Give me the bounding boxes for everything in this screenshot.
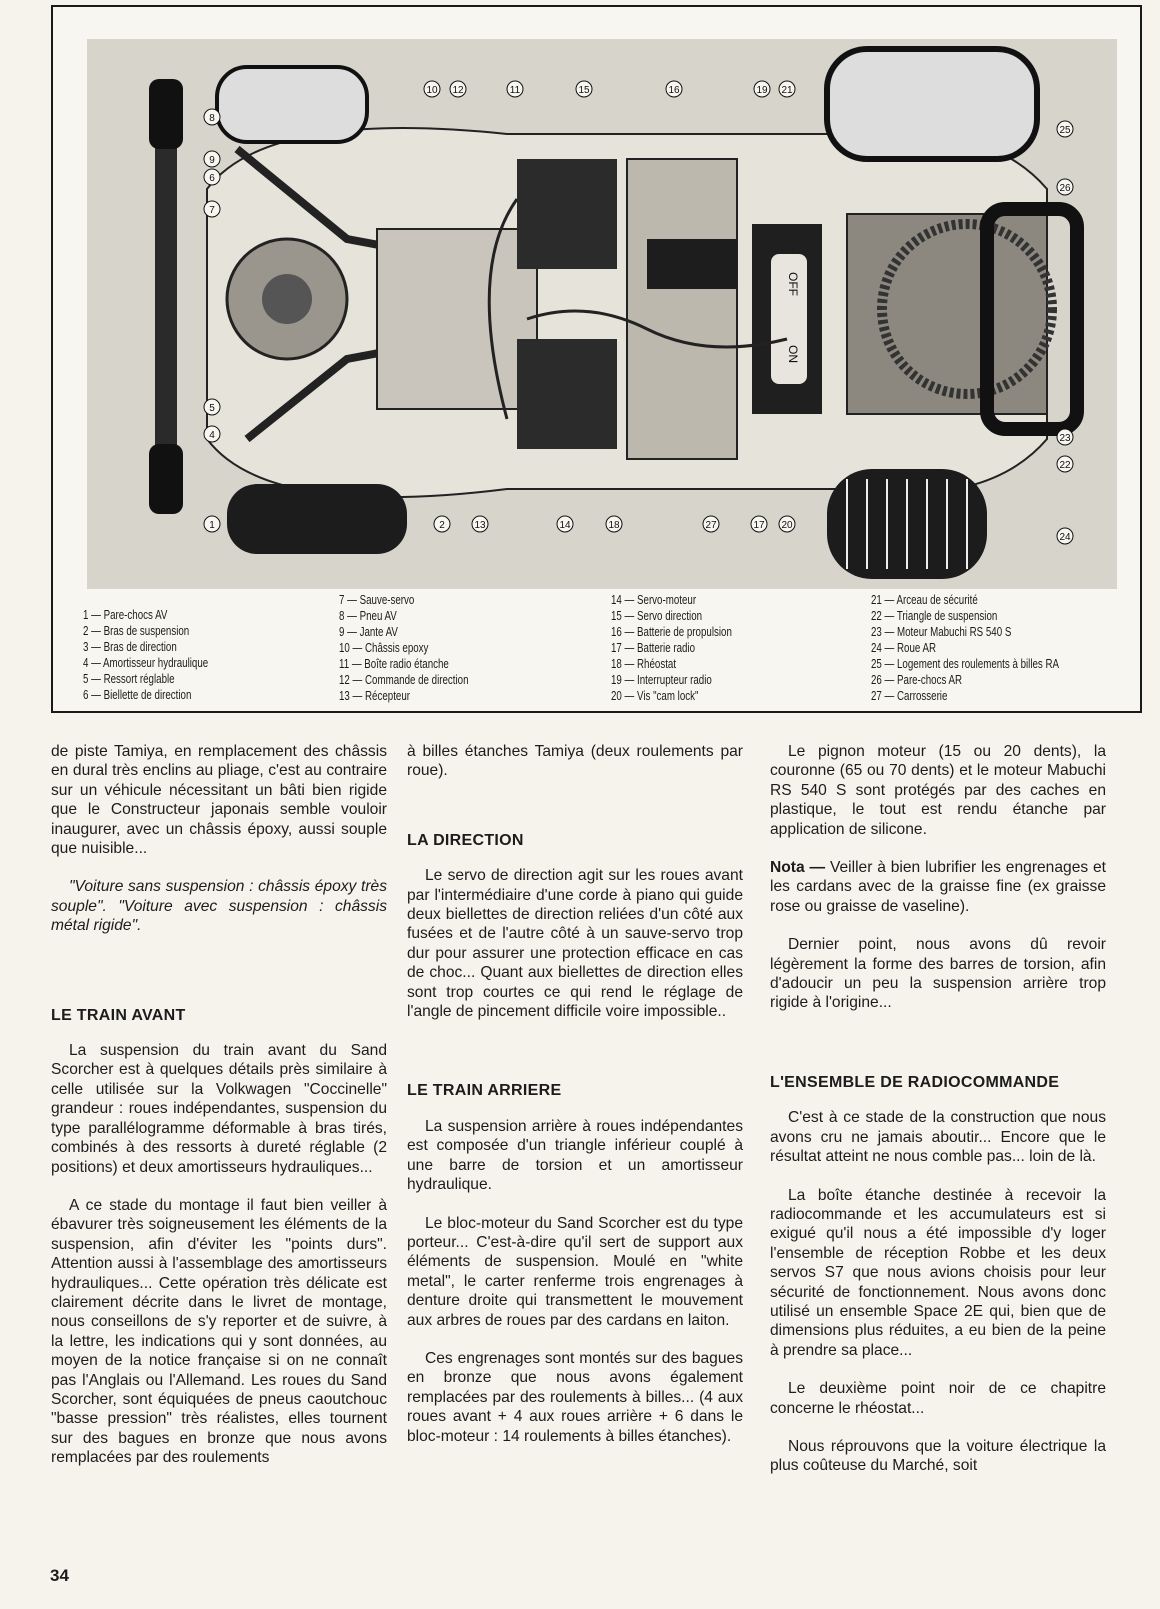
svg-text:7: 7 [209,205,215,216]
legend-item: 21 — Arceau de sécurité [871,593,978,607]
svg-text:8: 8 [209,113,215,124]
callout-25 [1057,121,1073,137]
callout-22 [1057,456,1073,472]
svg-text:5: 5 [209,403,215,414]
callout-11 [507,81,523,97]
callout-13 [472,516,488,532]
text-column-2 [407,742,743,1465]
paragraph: La suspension arrière à roues indépendantes est composée d'un triangle inférieur couplé à une barre de torsion et un amortisseur hydraulique. [407,1117,743,1194]
legend-item: 15 — Servo direction [611,609,703,623]
svg-text:22: 22 [1059,460,1071,471]
svg-text:24: 24 [1059,532,1071,543]
section-heading-direction: LA DIRECTION [407,831,524,849]
svg-text:23: 23 [1059,433,1071,444]
legend-item: 17 — Batterie radio [611,641,696,655]
paragraph: Le deuxième point noir de ce chapitre concerne le rhéostat... [770,1380,1106,1417]
callout-27 [703,516,719,532]
callout-5 [204,399,220,415]
switch-on-label: ON [786,345,800,363]
svg-text:11: 11 [509,85,521,96]
legend-item: 13 — Récepteur [339,689,411,703]
nota-label: Nota — [770,859,826,877]
legend-item: 27 — Carrosserie [871,689,948,703]
legend-item: 25 — Logement des roulements à billes RA [871,657,1060,671]
nota-paragraph [770,858,1106,916]
paragraph: Le bloc-moteur du Sand Scorcher est du type porteur... C'est-à-dire qu'il sert de support aux éléments de suspension. Moulé en "white metal", le carter renferme trois engrenages à denture droite qui transmettent le mouvement aux arbres de roues par des cardans en laiton. [407,1214,743,1329]
legend-column-4 [871,592,1059,704]
svg-text:26: 26 [1059,183,1071,194]
svg-text:25: 25 [1059,125,1071,136]
legend-item: 24 — Roue AR [871,641,937,655]
legend-item: 14 — Servo-moteur [611,593,697,607]
legend-item: 26 — Pare-chocs AR [871,673,963,687]
callout-2 [434,516,450,532]
legend-item: 3 — Bras de direction [83,640,177,654]
paragraph: de piste Tamiya, en remplacement des châssis en dural très enclins au pliage, c'est au contraire sur un véhicule nécessitant un bâti bien rigide que le Constructeur japonais semble vouloir inaugurer, avec un châssis époxy, aussi souple que nuisible... [51,743,387,858]
legend-item: 8 — Pneu AV [339,609,397,623]
svg-text:21: 21 [781,85,793,96]
legend-item: 2 — Bras de suspension [83,624,190,638]
legend-item: 1 — Pare-chocs AV [83,608,168,622]
callout-24 [1057,528,1073,544]
svg-text:1: 1 [209,520,215,531]
legend-item: 6 — Biellette de direction [83,688,192,702]
callout-16 [666,81,682,97]
svg-text:6: 6 [209,173,215,184]
callout-1 [204,516,220,532]
legend-item: 18 — Rhéostat [611,657,677,671]
text-column-1 [51,742,387,1487]
callout-20 [779,516,795,532]
legend-item: 7 — Sauve-servo [339,593,415,607]
legend-item: 16 — Batterie de propulsion [611,625,732,639]
paragraph: Le pignon moteur (15 ou 20 dents), la couronne (65 ou 70 dents) et le moteur Mabuchi RS 540 S sont protégés par des caches en plastique, le tout est rendu étanche par application de silicone. [770,743,1106,838]
paragraph: A ce stade du montage il faut bien veiller à ébavurer très soigneusement les éléments de la suspension, afin d'éviter les "points durs". Attention aussi à l'assemblage des amortisseurs hydrauliques... Cette opération très délicate est clairement décrite dans le livret de montage, nous conseillons de s'y reporter et de suivre, à la lettre, les indications qui y sont données, au moyen de la notice française si on ne connaît pas l'Anglais ou l'Allemand. Les roues du Sand Scorcher, sont équiquées de pneus caoutchouc "basse pression" très réalistes, elles tournent sur des bagues en bronze que nous avons remplacées par des roulements [51,1196,387,1467]
paragraph: Ces engrenages sont montés sur des bagues en bronze que nous avons également remplacées par des roulements à billes... (4 aux roues avant + 4 aux roues arrière + 6 dans le bloc-moteur : 14 roulements à billes étanches). [407,1349,743,1445]
callout-15 [576,81,592,97]
callout-17 [751,516,767,532]
paragraph: La boîte étanche destinée à recevoir la radiocommande et les accumulateurs est si exigué qu'il nous a été impossible d'y loger l'ensemble de réception Robbe et les deux servos S7 que nous avions choisis pour leur sécurité de fonctionnement. Nous avons donc utilisé un ensemble Space 2E qui, bien que de dimensions plus réduites, a eu bien de la peine à prendre sa place... [770,1186,1106,1359]
legend-column-1 [83,607,208,703]
legend-item: 22 — Triangle de suspension [871,609,998,623]
legend-column-2 [339,592,469,704]
svg-text:17: 17 [753,520,765,531]
legend-column-3 [611,592,732,704]
svg-text:13: 13 [474,520,486,531]
section-heading-train-avant: LE TRAIN AVANT [51,1006,186,1024]
paragraph: Dernier point, nous avons dû revoir légèrement la forme des barres de torsion, afin d'adoucir un peu la suspension arrière trop rigide à l'origine... [770,936,1106,1012]
callout-4 [204,426,220,442]
paragraph: à billes étanches Tamiya (deux roulements par roue). [407,743,743,780]
callout-19 [754,81,770,97]
switch-off-label: OFF [786,272,800,296]
svg-text:16: 16 [668,85,680,96]
legend-item: 20 — Vis "cam lock" [611,689,699,703]
callout-23 [1057,429,1073,445]
legend-item: 19 — Interrupteur radio [611,673,712,687]
figure-frame [51,5,1142,713]
callout-18 [606,516,622,532]
callout-14 [557,516,573,532]
paragraph: C'est à ce stade de la construction que nous avons cru ne jamais aboutir... Encore que le résultat atteint ne nous comble pas... loin de là. [770,1109,1106,1166]
callout-21 [779,81,795,97]
quote-paragraph: "Voiture sans suspension : châssis époxy très souple". "Voiture avec suspension : châssis métal rigide". [51,878,387,935]
legend-item: 11 — Boîte radio étanche [339,657,449,671]
callout-6 [204,169,220,185]
legend-item: 12 — Commande de direction [339,673,469,687]
legend-item: 4 — Amortisseur hydraulique [83,656,209,670]
legend-item: 23 — Moteur Mabuchi RS 540 S [871,625,1012,639]
paragraph: La suspension du train avant du Sand Scorcher est à quelques détails près similaire à celle utilisée sur la Volkwagen "Coccinelle" grandeur : roues indépendantes, suspension du type parallélogramme déformable à bras tirés, combinés à des ressorts à dureté réglable (2 positions) et deux amortisseurs hydrauliques... [51,1042,387,1176]
svg-text:18: 18 [608,520,620,531]
svg-text:14: 14 [559,520,571,531]
chassis-drawing [87,39,1117,589]
section-heading-radiocommande: L'ENSEMBLE DE RADIOCOMMANDE [770,1073,1060,1091]
section-heading-train-arriere: LE TRAIN ARRIERE [407,1082,562,1100]
svg-text:15: 15 [578,85,590,96]
svg-text:20: 20 [781,520,793,531]
callout-26 [1057,179,1073,195]
callout-7 [204,201,220,217]
callout-8 [204,109,220,125]
svg-text:12: 12 [452,85,464,96]
paragraph: Le servo de direction agit sur les roues avant par l'intermédiaire d'une corde à piano qui guide deux biellettes de direction reliées d'un côté aux fusées et de l'autre côté à un sauve-servo trop dur pour assurer une protection efficace en cas de choc... Quant aux biellettes de direction elles sont trop courtes ce qui rend le réglage de l'angle de pincement difficile voire impossible.. [407,867,743,1021]
paragraph: Nous réprouvons que la voiture électrique la plus coûteuse du Marché, soit [770,1437,1106,1475]
svg-text:9: 9 [209,155,215,166]
legend-item: 10 — Châssis epoxy [339,641,429,655]
svg-text:27: 27 [705,520,717,531]
chassis-illustration [87,39,1117,589]
svg-text:4: 4 [209,430,215,441]
legend-item: 5 — Ressort réglable [83,672,175,686]
svg-text:2: 2 [439,520,445,531]
nota-text: Veiller à bien lubrifier les engrenages et les cardans avec de la graisse fine (ex graisse rose ou graisse de vaseline). [770,859,1107,915]
page-number: 34 [50,1566,69,1585]
callout-10 [424,81,440,97]
callout-12 [450,81,466,97]
svg-text:10: 10 [426,85,438,96]
svg-text:19: 19 [756,85,768,96]
callout-9 [204,151,220,167]
text-column-3 [770,742,1106,1495]
legend-item: 9 — Jante AV [339,625,398,639]
